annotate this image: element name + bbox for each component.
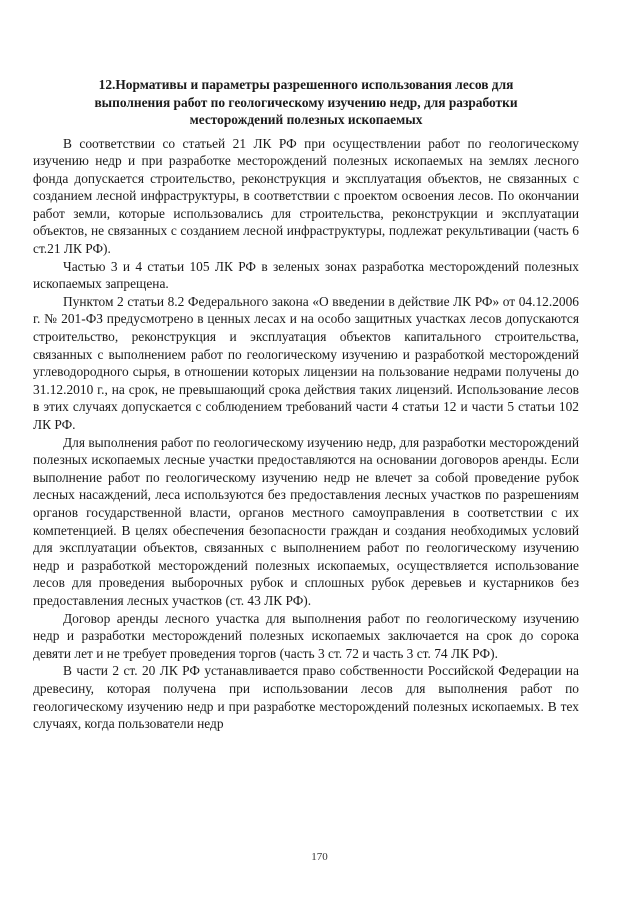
heading-line-3: месторождений полезных ископаемых — [189, 112, 423, 127]
paragraph-3: Пунктом 2 статьи 8.2 Федерального закона «О введении в действие ЛК РФ» от 04.12.2006 г. № 201-ФЗ предусмотрено в ценных лесах и на особо защитных участках лесов допускаются строительство, реконструкция и эксплуатация объектов капитального строительства, связанных с выполнением работ по геологическому изучению и разработкой месторождений углеводородного сырья, в отношении которых лицензии на пользование недрами получены до 31.12.2010 г., на срок, не превышающий срока действия таких лицензий. Использование лесов в этих случаях допускается с соблюдением требований части 4 статьи 12 и части 5 статьи 102 ЛК РФ. — [33, 293, 579, 432]
paragraph-5: Договор аренды лесного участка для выполнения работ по геологическому изучению недр и разработки месторождений полезных ископаемых заключается на срок до сорока девяти лет и не требует проведения торгов (часть 3 ст. 72 и часть 3 ст. 74 ЛК РФ). — [33, 610, 579, 661]
section-heading — [33, 76, 579, 129]
heading-line-1: 12.Нормативы и параметры разрешенного использования лесов для — [98, 77, 514, 92]
paragraph-6: В части 2 ст. 20 ЛК РФ устанавливается право собственности Российской Федерации на древесину, которая получена при использовании лесов для выполнения работ по геологическому изучению недр и при разработке месторождений полезных ископаемых. В тех случаях, когда пользователи недр — [33, 663, 579, 732]
document-page — [33, 76, 579, 733]
heading-line-2: выполнения работ по геологическому изучению недр, для разработки — [94, 94, 518, 110]
paragraph-2: Частью 3 и 4 статьи 105 ЛК РФ в зеленых зонах разработка месторождений полезных ископаемых запрещена. — [33, 258, 579, 292]
paragraph-4: Для выполнения работ по геологическому изучению недр, для разработки месторождений полезных ископаемых лесные участки предоставляются на основании договоров аренды. Если выполнение работ по геологическому изучению недр не влечет за собой проведение рубок лесных насаждений, леса используются без предоставления лесных участков по разрешениям органов государственной власти, органов местного самоуправления в соответствии с их компетенцией. В целях обеспечения безопасности граждан и создания необходимых условий для эксплуатации объектов, связанных с выполнением работ по геологическому изучению недр и разработкой месторождений полезных ископаемых, осуществляется использование лесов для проведения выборочных рубок и сплошных рубок деревьев и кустарников без предоставления лесных участков (ст. 43 ЛК РФ). — [33, 434, 579, 608]
paragraph-1: В соответствии со статьей 21 ЛК РФ при осуществлении работ по геологическому изучению недр и при разработке месторождений полезных ископаемых на землях лесного фонда допускается строительство, реконструкция и эксплуатация объектов, не связанных с созданием лесной инфраструктуры, в соответствии с проектом освоения лесов. По окончании работ земли, которые использовались для строительства, реконструкции и эксплуатации объектов, не связанных с созданием лесной инфраструктуры, подлежат рекультивации (часть 6 ст.21 ЛК РФ). — [33, 135, 579, 257]
page-number: 170 — [311, 851, 328, 863]
